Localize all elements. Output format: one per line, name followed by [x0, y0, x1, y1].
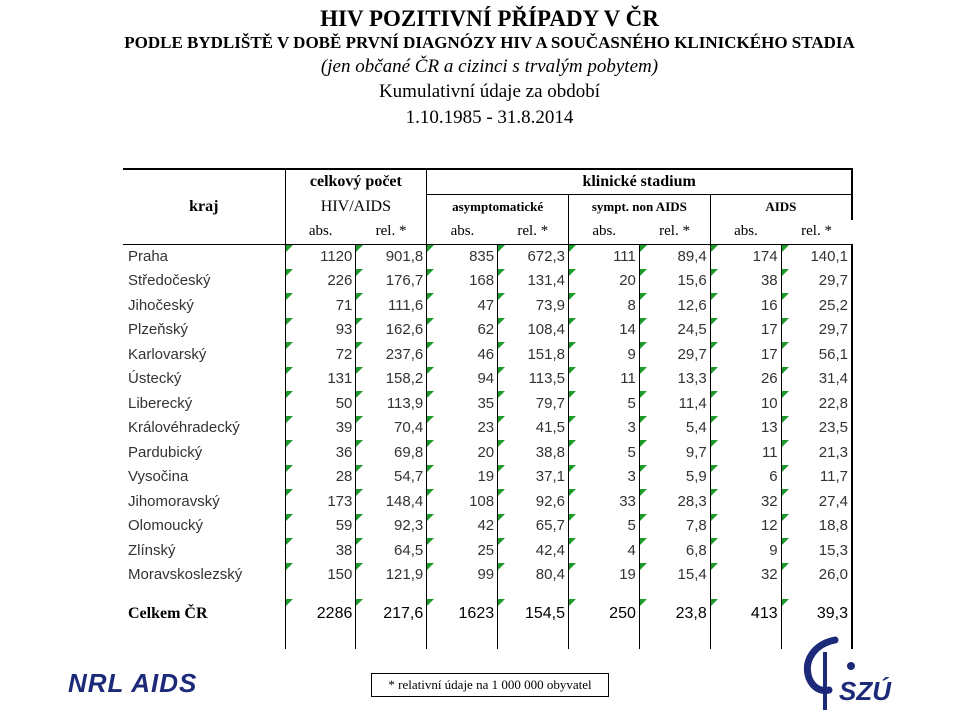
rel-value-cell: 26,0 — [781, 563, 852, 588]
data-table-frame — [123, 168, 853, 656]
table-row — [123, 514, 852, 539]
rel-value-cell: 176,7 — [356, 269, 427, 294]
header-klinicke-stadium: klinické stadium — [427, 170, 852, 194]
kraj-label: Středočeský — [128, 272, 211, 290]
rel-value-cell: 23,8 — [639, 599, 710, 629]
kraj-label: Liberecký — [128, 394, 193, 412]
rel-value-cell: 31,4 — [781, 367, 852, 392]
kraj-label: Olomoucký — [128, 517, 204, 535]
spacer-cell — [569, 587, 640, 599]
kraj-label: Jihočeský — [128, 296, 194, 314]
spacer-cell — [427, 587, 498, 599]
table-row — [123, 269, 852, 294]
spacer-cell — [123, 587, 285, 599]
abs-value-cell: 25 — [427, 538, 498, 563]
abs-value-cell: 19 — [427, 465, 498, 490]
spacer-cell — [285, 629, 356, 649]
abs-value-cell: 5 — [569, 514, 640, 539]
abs-value-cell: 835 — [427, 244, 498, 269]
rel-value-cell: 15,3 — [781, 538, 852, 563]
table-row — [123, 440, 852, 465]
abs-value-cell: 12 — [710, 514, 781, 539]
abs-value-cell: 250 — [569, 599, 640, 629]
spacer-cell — [710, 587, 781, 599]
rel-value-cell: 6,8 — [639, 538, 710, 563]
rel-value-cell: 158,2 — [356, 367, 427, 392]
rel-value-cell: 73,9 — [498, 293, 569, 318]
rel-value-cell: 69,8 — [356, 440, 427, 465]
abs-value-cell: 47 — [427, 293, 498, 318]
rel-value-cell: 79,7 — [498, 391, 569, 416]
rel-value-cell: 41,5 — [498, 416, 569, 441]
rel-value-cell: 5,9 — [639, 465, 710, 490]
rel-value-cell: 148,4 — [356, 489, 427, 514]
table-row — [123, 318, 852, 343]
abs-value-cell: 36 — [285, 440, 356, 465]
table-row — [123, 293, 852, 318]
szu-logo — [795, 632, 895, 710]
header-aids: AIDS — [710, 194, 852, 220]
abs-value-cell: 10 — [710, 391, 781, 416]
rel-value-cell: 80,4 — [498, 563, 569, 588]
header-abs: abs. — [710, 220, 781, 244]
header-row-1 — [123, 170, 852, 194]
rel-value-cell: 22,8 — [781, 391, 852, 416]
abs-value-cell: 38 — [285, 538, 356, 563]
rel-value-cell: 24,5 — [639, 318, 710, 343]
abs-value-cell: 226 — [285, 269, 356, 294]
szu-logo-arc — [807, 640, 835, 691]
rel-value-cell: 131,4 — [498, 269, 569, 294]
abs-value-cell: 32 — [710, 489, 781, 514]
abs-value-cell: 9 — [710, 538, 781, 563]
period-label: Kumulativní údaje za období — [378, 81, 601, 102]
abs-value-cell: 174 — [710, 244, 781, 269]
abs-value-cell: 13 — [710, 416, 781, 441]
rel-value-cell: 121,9 — [356, 563, 427, 588]
kraj-label: Plzeňský — [128, 321, 189, 339]
abs-value-cell: 94 — [427, 367, 498, 392]
abs-value-cell: 50 — [285, 391, 356, 416]
nrl-aids-logo: NRL AIDS — [68, 668, 198, 698]
rel-value-cell: 12,6 — [639, 293, 710, 318]
header-rel: rel. * — [498, 220, 569, 244]
kraj-label: Praha — [128, 248, 169, 265]
spacer-row — [123, 629, 852, 649]
abs-value-cell: 17 — [710, 342, 781, 367]
table-row — [123, 416, 852, 441]
rel-value-cell: 11,4 — [639, 391, 710, 416]
header-sympt-non-aids: sympt. non AIDS — [569, 194, 711, 220]
rel-value-cell: 29,7 — [781, 269, 852, 294]
rel-value-cell: 89,4 — [639, 244, 710, 269]
rel-value-cell: 15,6 — [639, 269, 710, 294]
abs-value-cell: 4 — [569, 538, 640, 563]
rel-value-cell: 901,8 — [356, 244, 427, 269]
rel-value-cell: 217,6 — [356, 599, 427, 629]
abs-value-cell: 20 — [569, 269, 640, 294]
kraj-label: Královéhradecký — [128, 419, 240, 437]
abs-value-cell: 2286 — [285, 599, 356, 629]
rel-value-cell: 11,7 — [781, 465, 852, 490]
period-range: 1.10.1985 - 31.8.2014 — [405, 107, 574, 128]
spacer-cell — [781, 587, 852, 599]
abs-value-cell: 5 — [569, 440, 640, 465]
abs-value-cell: 8 — [569, 293, 640, 318]
abs-value-cell: 131 — [285, 367, 356, 392]
rel-value-cell: 42,4 — [498, 538, 569, 563]
header-rel: rel. * — [781, 220, 852, 244]
kraj-label: Jihomoravský — [128, 492, 220, 510]
abs-value-cell: 28 — [285, 465, 356, 490]
abs-value-cell: 71 — [285, 293, 356, 318]
abs-value-cell: 38 — [710, 269, 781, 294]
rel-value-cell: 672,3 — [498, 244, 569, 269]
rel-value-cell: 29,7 — [781, 318, 852, 343]
spacer-cell — [498, 587, 569, 599]
abs-value-cell: 32 — [710, 563, 781, 588]
rel-value-cell: 37,1 — [498, 465, 569, 490]
abs-value-cell: 72 — [285, 342, 356, 367]
abs-value-cell: 19 — [569, 563, 640, 588]
rel-value-cell: 15,4 — [639, 563, 710, 588]
abs-value-cell: 46 — [427, 342, 498, 367]
abs-value-cell: 5 — [569, 391, 640, 416]
header-rel: rel. * — [356, 220, 427, 244]
total-row — [123, 599, 852, 629]
main-title: HIV POZITIVNÍ PŘÍPADY V ČR — [320, 6, 659, 31]
title-block — [0, 6, 959, 131]
spacer-cell — [285, 587, 356, 599]
rel-value-cell: 9,7 — [639, 440, 710, 465]
rel-value-cell: 65,7 — [498, 514, 569, 539]
szu-logo-text: SZÚ — [839, 676, 891, 706]
abs-value-cell: 1120 — [285, 244, 356, 269]
subtitle-note: (jen občané ČR a cizinci s trvalým pobytem) — [320, 56, 659, 77]
abs-value-cell: 20 — [427, 440, 498, 465]
rel-value-cell: 237,6 — [356, 342, 427, 367]
rel-value-cell: 113,5 — [498, 367, 569, 392]
abs-value-cell: 14 — [569, 318, 640, 343]
rel-value-cell: 5,4 — [639, 416, 710, 441]
abs-value-cell: 99 — [427, 563, 498, 588]
rel-value-cell: 151,8 — [498, 342, 569, 367]
abs-value-cell: 6 — [710, 465, 781, 490]
spacer-cell — [123, 629, 285, 649]
rel-value-cell: 70,4 — [356, 416, 427, 441]
rel-value-cell: 154,5 — [498, 599, 569, 629]
header-asymptomaticke: asymptomatické — [427, 194, 569, 220]
footnote: * relativní údaje na 1 000 000 obyvatel — [371, 673, 609, 697]
rel-value-cell: 29,7 — [639, 342, 710, 367]
kraj-label: Moravskoslezský — [128, 566, 243, 584]
table-row — [123, 342, 852, 367]
kraj-label: Pardubický — [128, 443, 203, 461]
abs-value-cell: 59 — [285, 514, 356, 539]
kraj-label: Celkem ČR — [128, 605, 208, 622]
abs-value-cell: 150 — [285, 563, 356, 588]
rel-value-cell: 38,8 — [498, 440, 569, 465]
abs-value-cell: 16 — [710, 293, 781, 318]
rel-value-cell: 28,3 — [639, 489, 710, 514]
rel-value-cell: 7,8 — [639, 514, 710, 539]
spacer-row — [123, 587, 852, 599]
spacer-cell — [356, 629, 427, 649]
abs-value-cell: 23 — [427, 416, 498, 441]
table-row — [123, 563, 852, 588]
abs-value-cell: 26 — [710, 367, 781, 392]
rel-value-cell: 92,6 — [498, 489, 569, 514]
table-row — [123, 367, 852, 392]
kraj-label: Vysočina — [128, 468, 189, 486]
rel-value-cell: 13,3 — [639, 367, 710, 392]
abs-value-cell: 173 — [285, 489, 356, 514]
abs-value-cell: 1623 — [427, 599, 498, 629]
table-row — [123, 538, 852, 563]
rel-value-cell: 23,5 — [781, 416, 852, 441]
rel-value-cell: 27,4 — [781, 489, 852, 514]
rel-value-cell: 18,8 — [781, 514, 852, 539]
spacer-cell — [498, 629, 569, 649]
abs-value-cell: 33 — [569, 489, 640, 514]
rel-value-cell: 56,1 — [781, 342, 852, 367]
rel-value-cell: 162,6 — [356, 318, 427, 343]
table-row — [123, 391, 852, 416]
abs-value-cell: 3 — [569, 465, 640, 490]
header-abs: abs. — [285, 220, 356, 244]
header-abs: abs. — [427, 220, 498, 244]
abs-value-cell: 35 — [427, 391, 498, 416]
kraj-label: Ústecký — [128, 370, 182, 388]
rel-value-cell: 25,2 — [781, 293, 852, 318]
abs-value-cell: 42 — [427, 514, 498, 539]
szu-logo-dot — [847, 662, 855, 670]
table-row — [123, 465, 852, 490]
data-table — [123, 170, 853, 649]
spacer-cell — [356, 587, 427, 599]
spacer-cell — [639, 629, 710, 649]
table-row — [123, 244, 852, 269]
abs-value-cell: 108 — [427, 489, 498, 514]
abs-value-cell: 93 — [285, 318, 356, 343]
rel-value-cell: 54,7 — [356, 465, 427, 490]
header-kraj: kraj — [123, 170, 285, 244]
subtitle: PODLE BYDLIŠTĚ V DOBĚ PRVNÍ DIAGNÓZY HIV A SOUČASNÉHO KLINICKÉHO STADIA — [124, 33, 855, 52]
spacer-cell — [569, 629, 640, 649]
kraj-label: Karlovarský — [128, 345, 207, 363]
spacer-cell — [427, 629, 498, 649]
header-hiv-aids: HIV/AIDS — [285, 194, 427, 220]
rel-value-cell: 111,6 — [356, 293, 427, 318]
header-celkovy-pocet: celkový počet — [285, 170, 427, 194]
rel-value-cell: 113,9 — [356, 391, 427, 416]
abs-value-cell: 62 — [427, 318, 498, 343]
abs-value-cell: 168 — [427, 269, 498, 294]
abs-value-cell: 11 — [569, 367, 640, 392]
rel-value-cell: 64,5 — [356, 538, 427, 563]
kraj-label: Zlínský — [128, 541, 176, 559]
rel-value-cell: 140,1 — [781, 244, 852, 269]
rel-value-cell: 39,3 — [781, 599, 852, 629]
table-row — [123, 489, 852, 514]
rel-value-cell: 108,4 — [498, 318, 569, 343]
abs-value-cell: 9 — [569, 342, 640, 367]
spacer-cell — [710, 629, 781, 649]
rel-value-cell: 92,3 — [356, 514, 427, 539]
rel-value-cell: 21,3 — [781, 440, 852, 465]
abs-value-cell: 413 — [710, 599, 781, 629]
abs-value-cell: 111 — [569, 244, 640, 269]
abs-value-cell: 39 — [285, 416, 356, 441]
header-abs: abs. — [569, 220, 640, 244]
spacer-cell — [639, 587, 710, 599]
abs-value-cell: 3 — [569, 416, 640, 441]
abs-value-cell: 17 — [710, 318, 781, 343]
abs-value-cell: 11 — [710, 440, 781, 465]
header-rel: rel. * — [639, 220, 710, 244]
